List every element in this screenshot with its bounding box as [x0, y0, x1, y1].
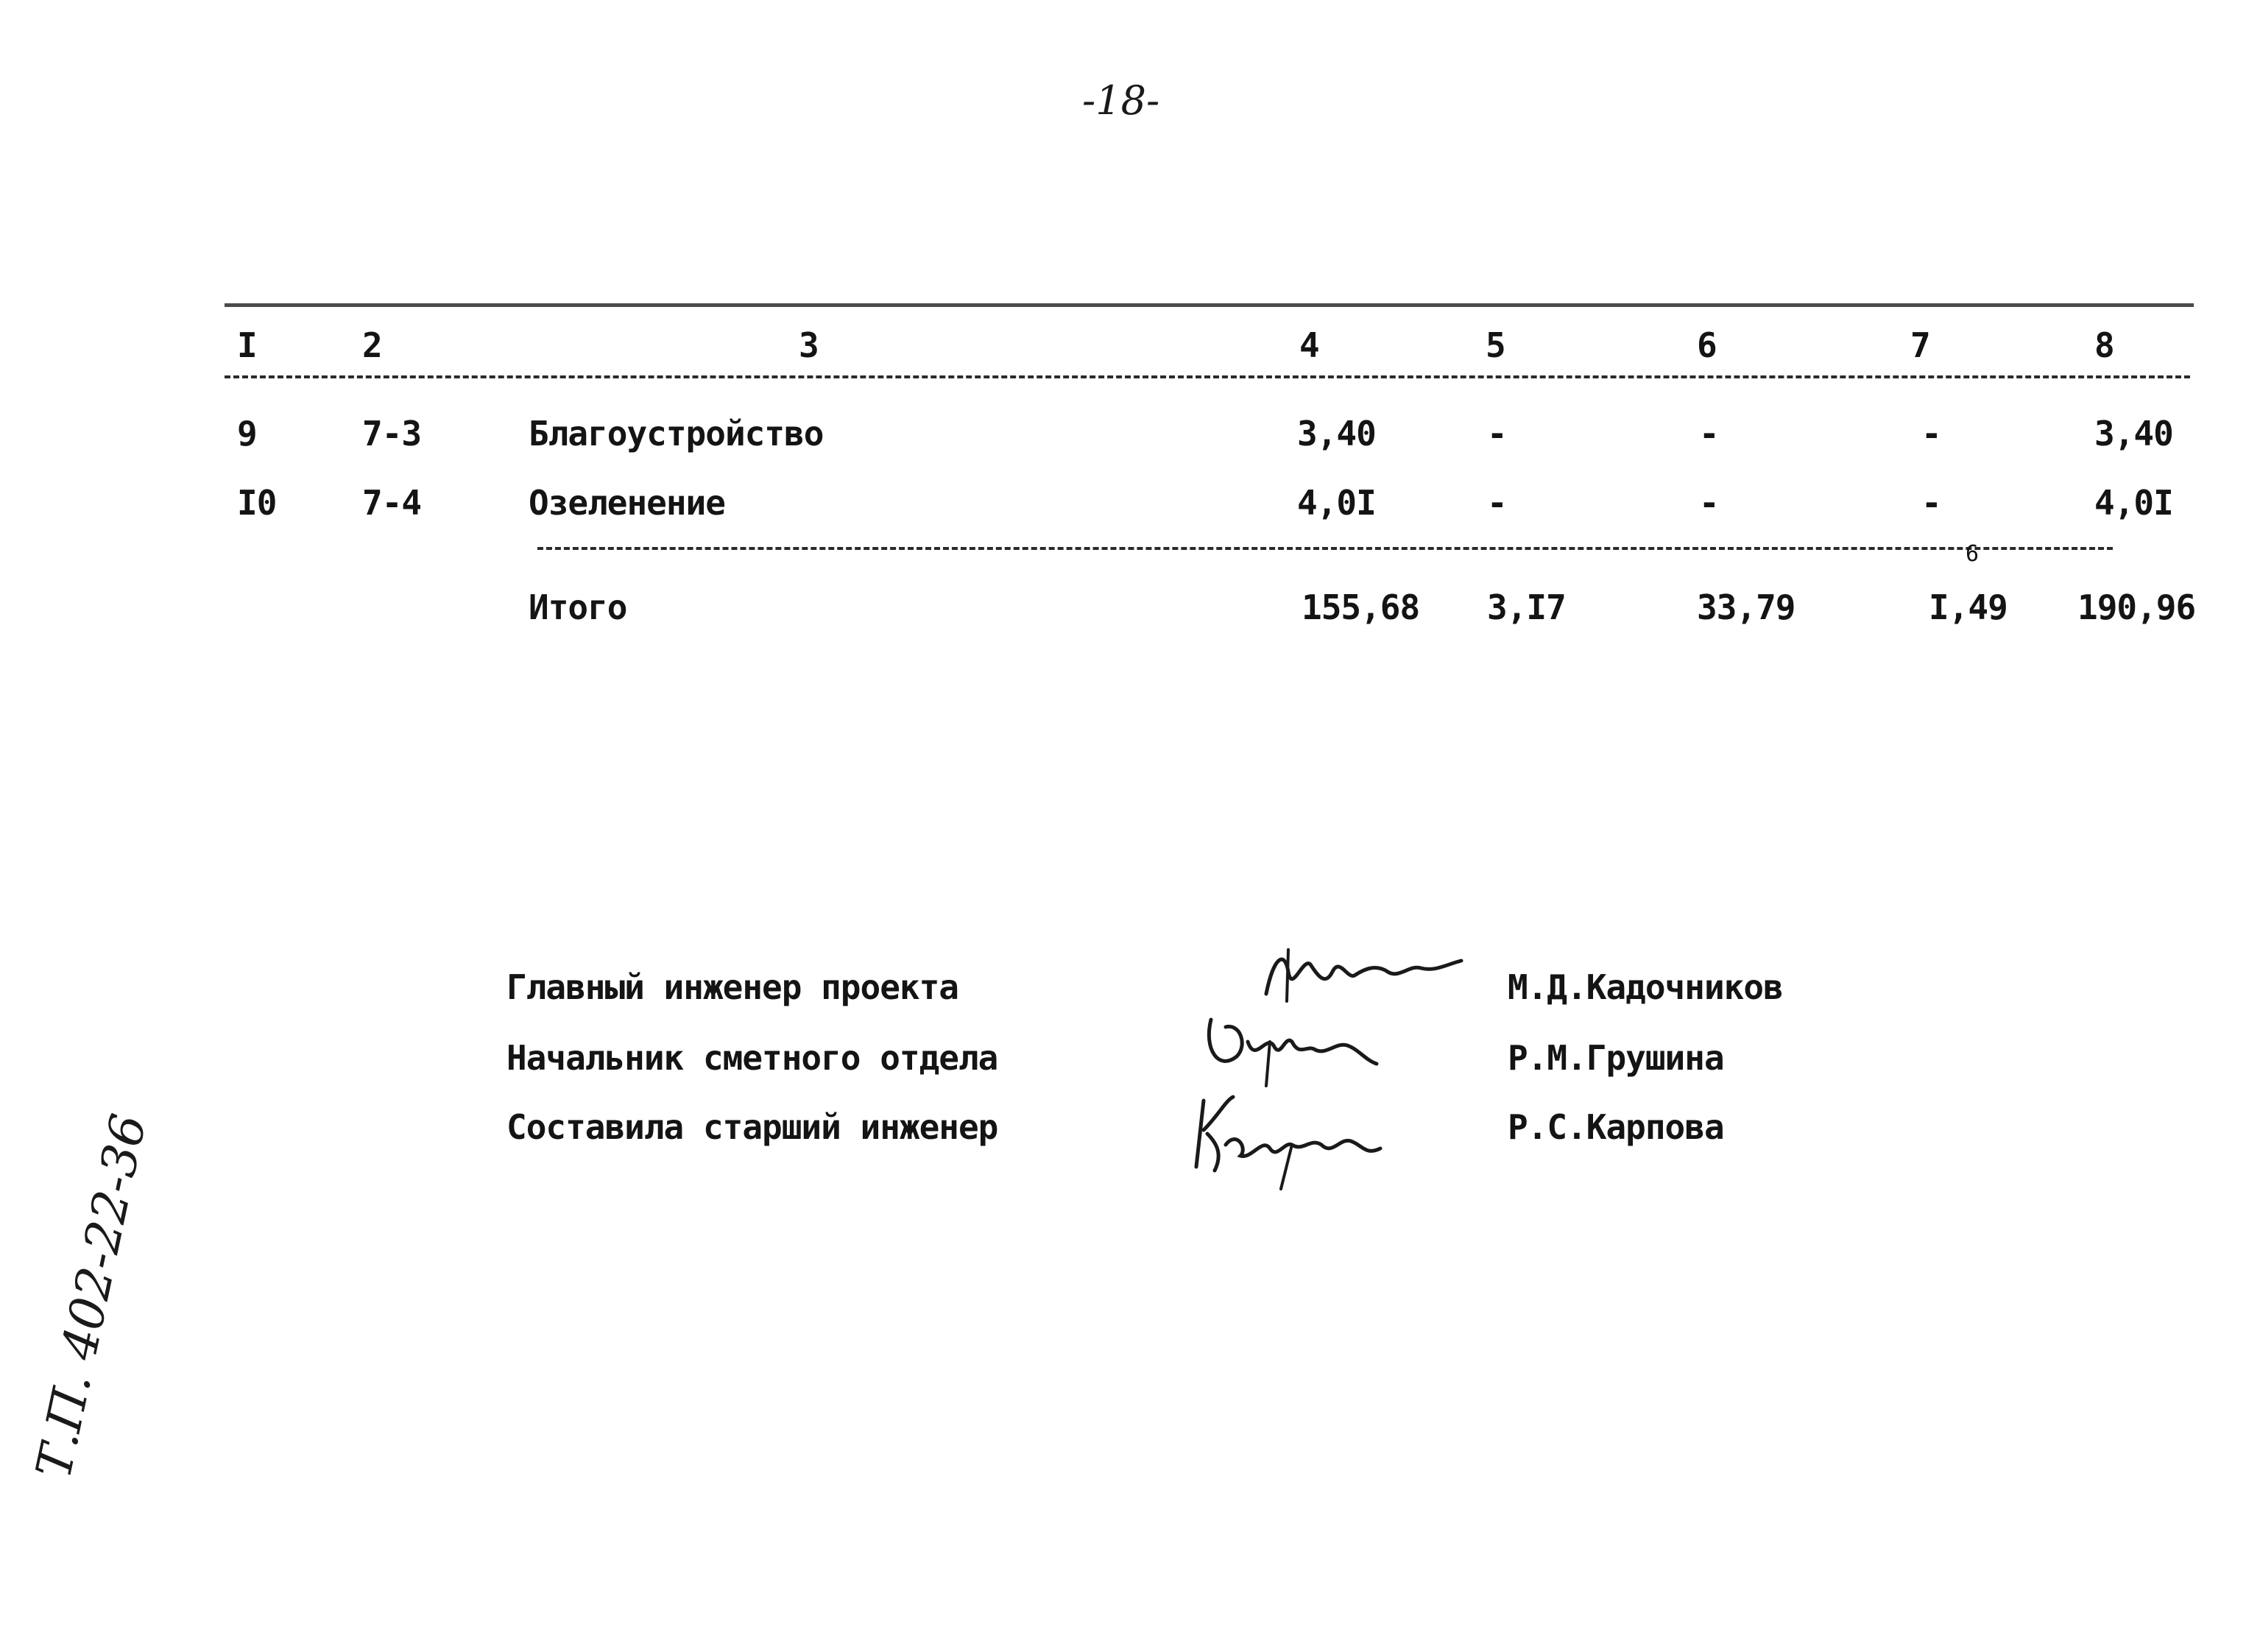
- margin-stamp: Т.П. 402-22-36: [25, 1109, 158, 1483]
- row-name: Благоустройство: [529, 414, 824, 453]
- total-label: Итого: [529, 587, 627, 627]
- row-col-4: 4,0I: [1297, 483, 1376, 523]
- header-col-4: 4: [1299, 325, 1319, 365]
- signer-name: М.Д.Кадочников: [1508, 967, 1783, 1007]
- table-header-rule: [225, 375, 2190, 378]
- row-col-8: 4,0I: [2094, 483, 2173, 523]
- page-number: -18-: [1082, 77, 1160, 124]
- signer-name: Р.С.Карпова: [1508, 1107, 1724, 1147]
- signer-title: Главный инженер проекта: [506, 967, 958, 1007]
- total-col-6: 33,79: [1697, 587, 1795, 627]
- row-col-4: 3,40: [1297, 414, 1376, 453]
- table-total-rule: [537, 547, 2113, 550]
- table-top-rule: [225, 303, 2194, 307]
- header-col-6: 6: [1697, 325, 1717, 365]
- total-col-4: 155,68: [1302, 587, 1420, 627]
- signer-name: Р.М.Грушина: [1508, 1038, 1724, 1078]
- total-col-8: 190,96: [2077, 587, 2196, 627]
- header-col-7: 7: [1910, 325, 1930, 365]
- row-col-7: -: [1921, 414, 1941, 453]
- header-col-3: 3: [799, 325, 819, 365]
- signer-title: Составила старший инженер: [506, 1107, 998, 1147]
- header-col-8: 8: [2094, 325, 2114, 365]
- footnote-mark: 6: [1966, 541, 1979, 567]
- row-col-8: 3,40: [2094, 414, 2173, 453]
- signer-title: Начальник сметного отдела: [506, 1038, 998, 1078]
- row-col-5: -: [1487, 414, 1507, 453]
- row-col-5: -: [1487, 483, 1507, 523]
- row-code: 7-4: [362, 483, 422, 523]
- row-col-7: -: [1921, 483, 1941, 523]
- header-col-2: 2: [362, 325, 382, 365]
- header-col-5: 5: [1486, 325, 1505, 365]
- row-name: Озеленение: [529, 483, 725, 523]
- row-number: 9: [237, 414, 257, 453]
- signature-grushina: [1196, 1005, 1388, 1093]
- signature-karpova: [1182, 1086, 1402, 1189]
- row-code: 7-3: [362, 414, 422, 453]
- row-col-6: -: [1699, 483, 1719, 523]
- header-col-1: I: [237, 325, 257, 365]
- row-col-6: -: [1699, 414, 1719, 453]
- total-col-5: 3,I7: [1487, 587, 1566, 627]
- total-col-7: I,49: [1929, 587, 2007, 627]
- row-number: I0: [237, 483, 277, 523]
